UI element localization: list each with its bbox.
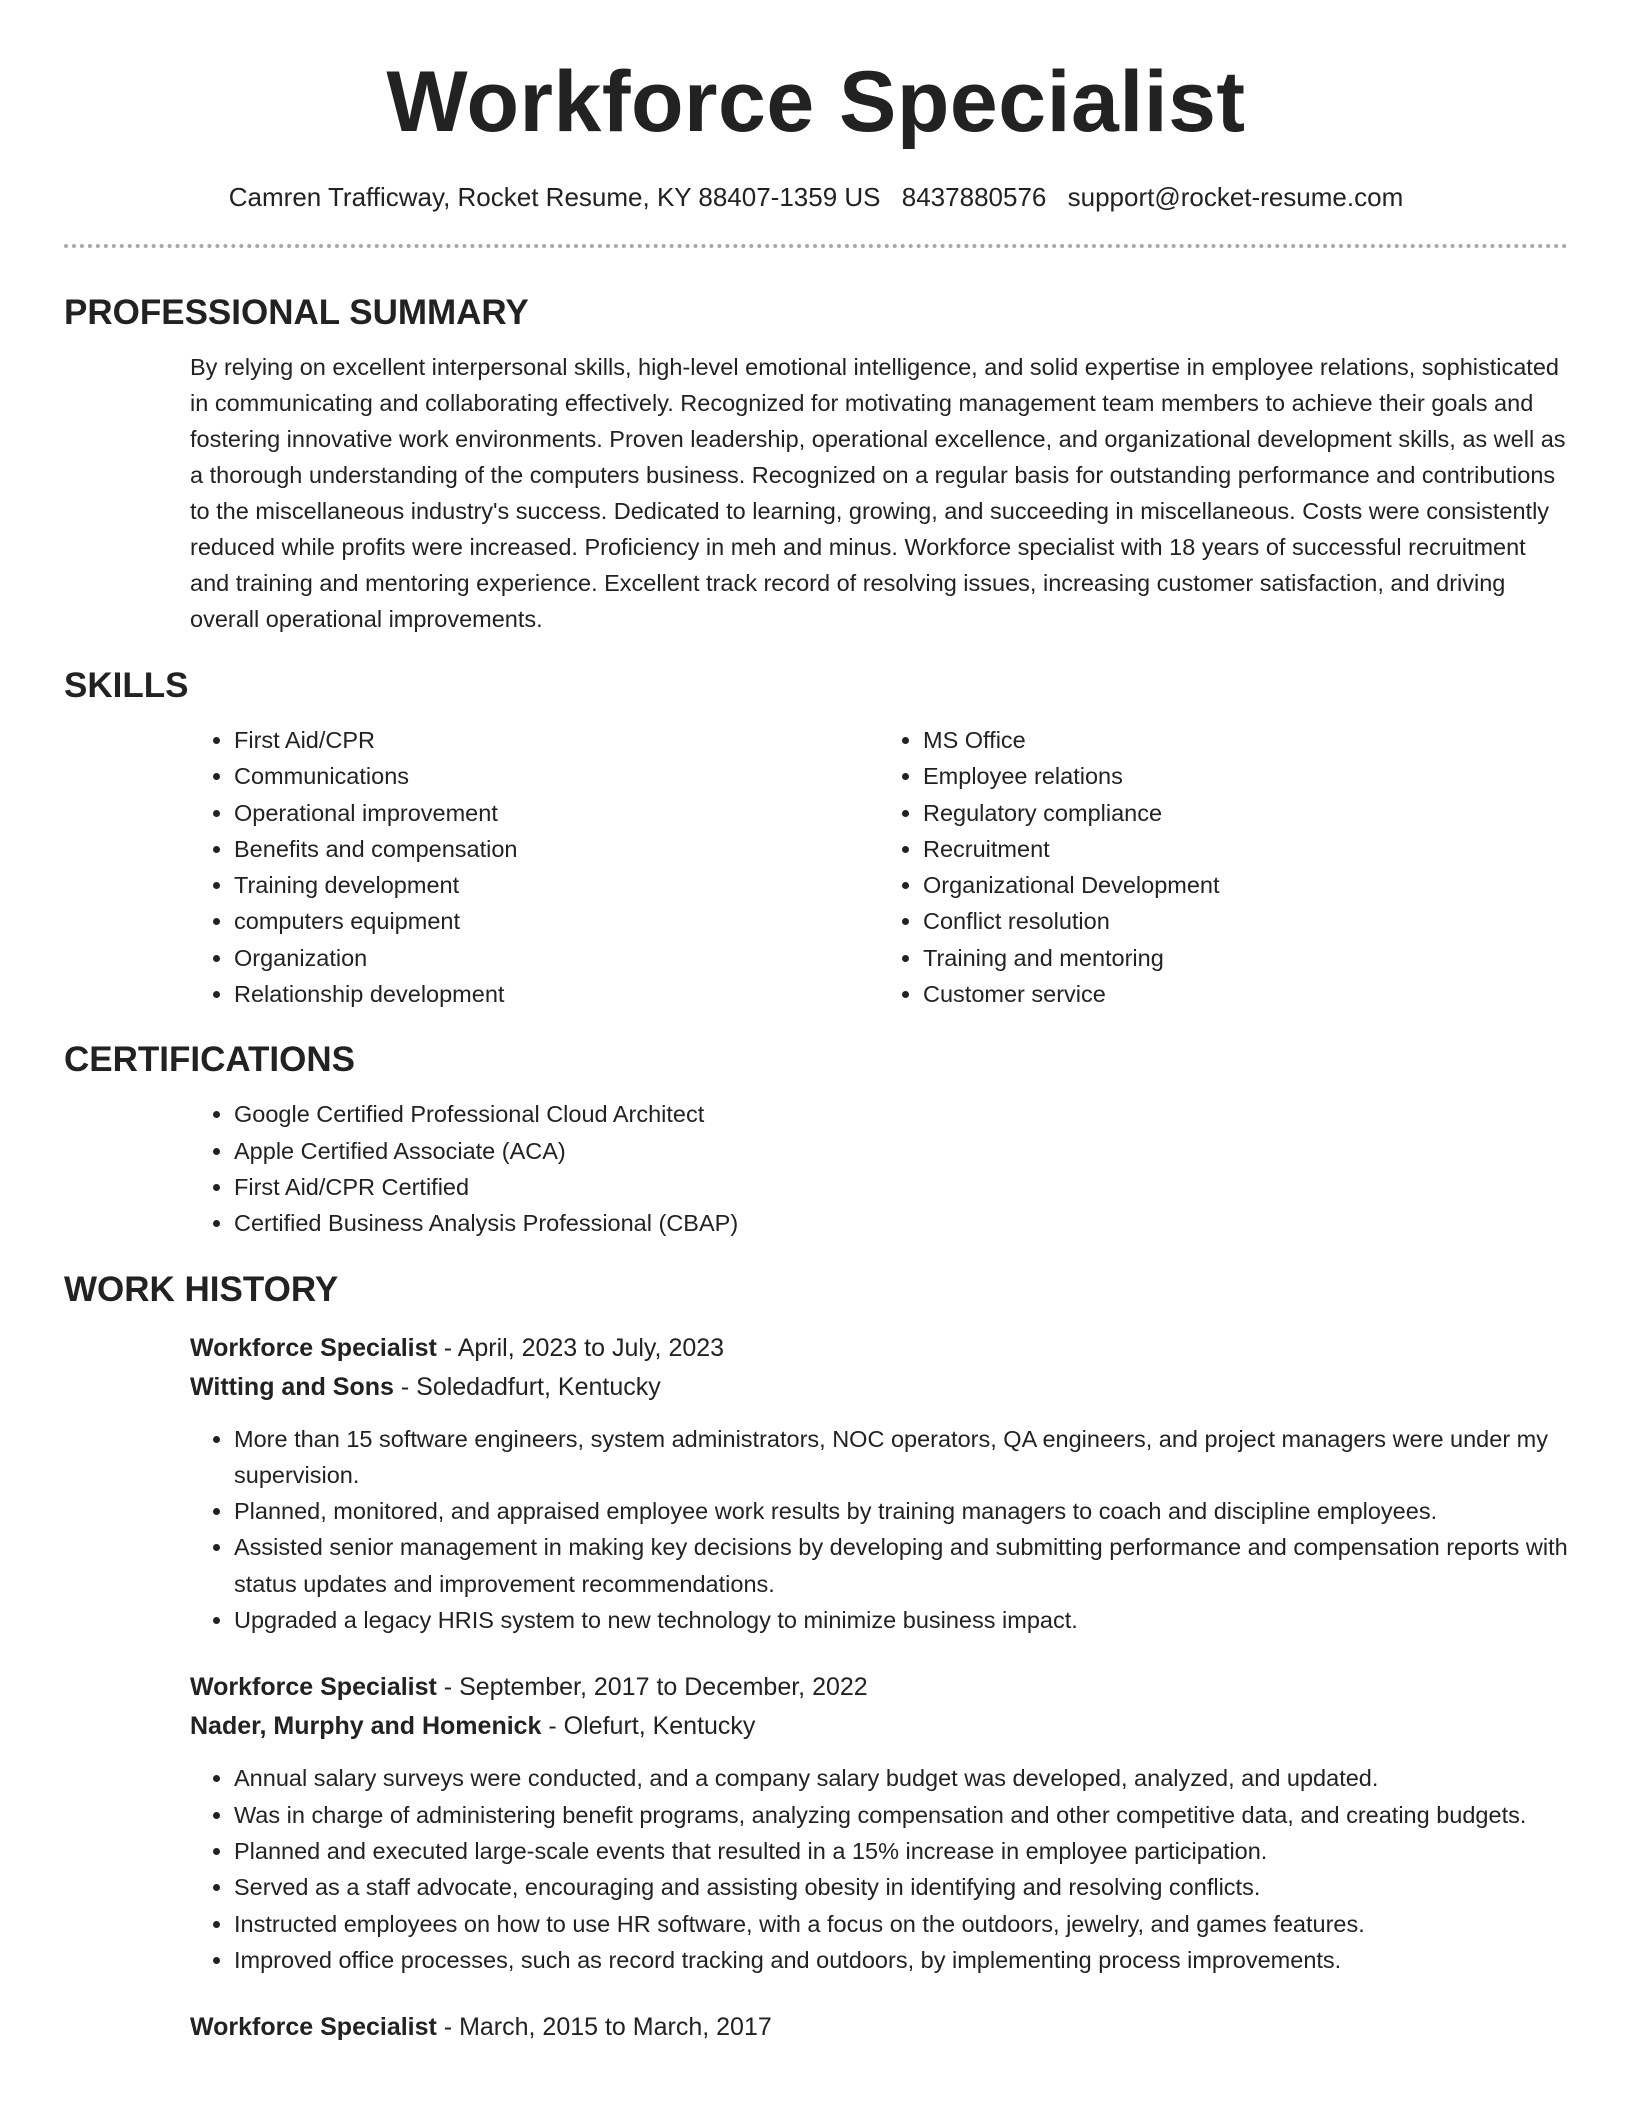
job-location: - Olefurt, Kentucky (541, 1712, 756, 1741)
job-company-line (190, 1707, 1568, 1746)
job-bullet: • Annual salary surveys were conducted, and a company salary budget was developed, analyzed, and updated. (234, 1760, 1568, 1796)
skill-item: • Relationship development (234, 976, 879, 1012)
certification-item: • First Aid/CPR Certified (234, 1169, 1568, 1205)
skill-item: • Customer service (923, 976, 1568, 1012)
skill-item: • Regulatory compliance (923, 795, 1568, 831)
job-bullet: • Improved office processes, such as record tracking and outdoors, by implementing process improvements. (234, 1942, 1568, 1978)
contact-line (64, 180, 1568, 214)
skill-item: • Operational improvement (234, 795, 879, 831)
summary-body (190, 349, 1568, 637)
skills-heading: SKILLS (64, 666, 189, 705)
job-role: Workforce Specialist (190, 1333, 437, 1362)
skill-item: • Recruitment (923, 831, 1568, 867)
job-dates: - September, 2017 to December, 2022 (436, 1673, 868, 1702)
job-title-line (190, 1329, 1568, 1368)
job-company-line (190, 1368, 1568, 1407)
certification-item: • Apple Certified Associate (ACA) (234, 1133, 1568, 1169)
skills-column-right (879, 722, 1568, 1012)
job-bullets (190, 1760, 1568, 1978)
job-bullet: • Was in charge of administering benefit programs, analyzing compensation and other competitive data, and creating budgets. (234, 1797, 1568, 1833)
certification-item: • Google Certified Professional Cloud Architect (234, 1096, 1568, 1132)
header-divider (64, 244, 1568, 248)
skill-item: • Communications (234, 758, 879, 794)
resume-name: Workforce Specialist (386, 54, 1246, 150)
job-company: Nader, Murphy and Homenick (190, 1712, 542, 1741)
job-bullet: • Served as a staff advocate, encouraging and assisting obesity in identifying and resolving conflicts. (234, 1869, 1568, 1905)
skill-item: • Training and mentoring (923, 940, 1568, 976)
job-role: Workforce Specialist (190, 2013, 437, 2042)
skill-item: • First Aid/CPR (234, 722, 879, 758)
skill-item: • Benefits and compensation (234, 831, 879, 867)
job-company: Witting and Sons (190, 1372, 394, 1401)
skills-list (190, 722, 1568, 1012)
job-entry (190, 1329, 1568, 1639)
resume-page (64, 0, 1568, 2047)
job-dates: - March, 2015 to March, 2017 (436, 2013, 772, 2042)
work-history-heading: WORK HISTORY (64, 1269, 339, 1309)
job-bullet: • Instructed employees on how to use HR software, with a focus on the outdoors, jewelry, and games features. (234, 1906, 1568, 1942)
summary-heading: PROFESSIONAL SUMMARY (64, 293, 529, 332)
job-entry (190, 1668, 1568, 1978)
job-bullet: • More than 15 software engineers, system administrators, NOC operators, QA engineers, and project managers were under my supervision. (234, 1421, 1568, 1494)
certifications-list (190, 1096, 1568, 1241)
job-bullet: • Planned and executed large-scale events that resulted in a 15% increase in employee participation. (234, 1833, 1568, 1869)
skill-item: • Employee relations (923, 758, 1568, 794)
contact-email: support@rocket-resume.com (1067, 182, 1404, 212)
skill-item: • Conflict resolution (923, 903, 1568, 939)
skills-column-left (190, 722, 879, 1012)
job-entry (190, 2008, 1568, 2047)
job-bullets (190, 1421, 1568, 1639)
skill-item: • Organizational Development (923, 867, 1568, 903)
summary-text: By relying on excellent interpersonal skills, high-level emotional intelligence, and solid expertise in employee relations, sophisticated in communicating and collaborating effectively. Recognized for motivating management team members to achieve their goals and fostering innovative work environments. Proven leadership, operational excellence, and organizational development skills, as well as a thorough understanding of the computers business. Recognized on a regular basis for outstanding performance and contributions to the miscellaneous industry's success. Dedicated to learning, growing, and succeeding in miscellaneous. Costs were consistently reduced while profits were increased. Proficiency in meh and minus. Workforce specialist with 18 years of successful recruitment and training and mentoring experience. Excellent track record of resolving issues, increasing customer satisfaction, and driving overall operational improvements. (190, 354, 1566, 632)
job-dates: - April, 2023 to July, 2023 (436, 1333, 725, 1362)
job-bullet: • Planned, monitored, and appraised employee work results by training managers to coach and discipline employees. (234, 1493, 1568, 1529)
job-bullet: • Upgraded a legacy HRIS system to new technology to minimize business impact. (234, 1602, 1568, 1638)
skill-item: • Training development (234, 867, 879, 903)
skill-item: • computers equipment (234, 903, 879, 939)
skill-item: • Organization (234, 940, 879, 976)
skill-item: • MS Office (923, 722, 1568, 758)
job-location: - Soledadfurt, Kentucky (393, 1372, 661, 1401)
certification-item: • Certified Business Analysis Professional (CBAP) (234, 1205, 1568, 1241)
job-title-line (190, 1668, 1568, 1707)
job-role: Workforce Specialist (190, 1673, 437, 1702)
certifications-heading: CERTIFICATIONS (64, 1040, 356, 1080)
job-bullet: • Assisted senior management in making key decisions by developing and submitting performance and compensation reports with status updates and improvement recommendations. (234, 1529, 1568, 1602)
contact-address: Camren Trafficway, Rocket Resume, KY 88407-1359 US (228, 182, 881, 212)
certifications-bullets (190, 1096, 1568, 1241)
job-title-line (190, 2008, 1568, 2047)
contact-phone: 8437880576 (901, 182, 1047, 212)
